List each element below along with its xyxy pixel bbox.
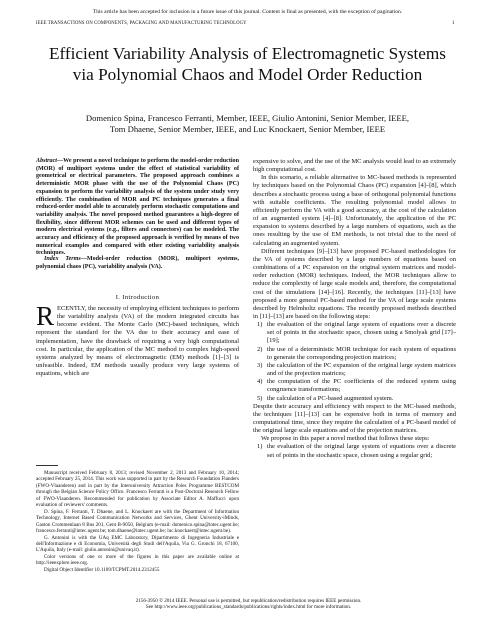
body-paragraph: We propose in this paper a novel method that follows these steps: bbox=[261, 435, 430, 443]
body-paragraph: Different techniques [9]–[13] have proposed PC-based methodologies for the VA of systems described by a large numbers of equations based on combinations of a PC expansion on the original system matrices and model-order reduction (MOR) techniques. Indeed, the MOR techniques allow to reduce the complexity of large scale models and, therefore, the computational cost of the simulations [14]–[16]. Recently, the techniques [11]–[13] have proposed a more general PC-based method for the VA of large scale systems described by Helmholtz equations. The recently proposed methods described in [11]–[13] are based on the following steps: bbox=[253, 247, 456, 320]
acceptance-notice: This article has been accepted for inclusion in a future issue of this journal. Content is final as presented, with the exception of pagination. bbox=[92, 9, 403, 15]
paper-title: Efficient Variability Analysis of Electromagnetic Systems via Polynomial Chaos and Model Order Reduction bbox=[49, 44, 446, 84]
footnote-manuscript: Manuscript received February 8, 2013; revised November 2, 2013 and February 10, 2014; accepted February 25, 2014. This work was supported in part by the Research Foundation Flanders (FWO-Vlaanderen) and in part by the Interuniversity Attraction Poles Programme BESTCOM through the Belgian Science Policy Office. Francesco Ferranti is a Post-Doctoral Research Fellow of FWO-Vlaanderen. Recommended for publication by Associate Editor A. Maffucci upon evaluation of reviewers' comments. bbox=[36, 470, 239, 509]
proposed-steps-list bbox=[253, 443, 456, 459]
index-terms-text: —Model-order reduction (MOR), multiport systems, polynomial chaos (PC), variability analysis (VA). bbox=[36, 256, 240, 270]
list-item: 5) the calculation of a PC-based augmented system. bbox=[257, 394, 394, 402]
abstract-label: Abstract bbox=[36, 158, 57, 164]
introduction-paragraph bbox=[36, 301, 239, 378]
abstract bbox=[36, 158, 239, 258]
footnotes bbox=[36, 470, 239, 573]
page-number: 1 bbox=[452, 21, 455, 26]
footnote-affiliation-laquila: G. Antonini is with the UAq EMC Laboratory, Dipartimento di Ingegneria Industriale e dell'Informazione e di Economia, Università degli Studi dell'Aquila, Via G. Gronchi 18, 67100, L'Aquila, Italy (e-mail: giulio.antonini@univaq.it). bbox=[36, 534, 239, 554]
steps-list bbox=[253, 321, 456, 403]
right-column bbox=[253, 158, 456, 460]
footnote-affiliation-ghent: D. Spina, F. Ferranti, T. Dhaene, and L. Knockaert are with the Department of Information Technology, Internet Based Communication Networks and Services, Ghent University-iMinds, Gaston Crommenlaan 8 Bus 201, Gent B-9050, Belgium (e-mail: domenico.spina@intec.ugent.be; francesco.ferranti@intec.ugent.be; tom.dhaene@intec.ugent.be; luc.knockaert@intec.ugent.be). bbox=[36, 508, 239, 535]
index-terms-label: Index Terms bbox=[44, 256, 81, 262]
footnote-color: Color versions of one or more of the figures in this paper are available online at http://ieeexplore.ieee.org. bbox=[36, 553, 239, 567]
copyright-line-2: See http://www.ieee.org/publications_standards/publications/rights/index.html for more information. bbox=[145, 604, 352, 611]
list-item: 3) the calculation of the PC expansion of the original large system matrices and of the projection matrices; bbox=[257, 361, 456, 378]
drop-cap: R bbox=[36, 301, 55, 331]
copyright-line-1: 2156-3950 © 2014 IEEE. Personal use is permitted, but republication/redistribution requires IEEE permission. bbox=[135, 598, 362, 604]
abstract-text: —We present a novel technique to perform the model-order reduction (MOR) of multiport systems under the effect of statistical variability of geometrical or electrical parameters. The proposed approach combines a deterministic MOR phase with the use of the Polynomial Chaos (PC) expansion to perform the variability analysis of the system under study very efficiently. The combination of MOR and PC techniques generates a final reduced-order model able to accurately perform stochastic computations and variability analysis. The novel proposed method guarantees a high-degree of flexibility, since different MOR schemes can be used and different types of modern electrical systems (e.g., filters and connectors) can be modeled. The accuracy and efficiency of the proposed approach is verified by means of two numerical examples and compared with other existing variability analysis techniques. bbox=[36, 158, 239, 257]
list-item: 2) the use of a deterministic MOR technique for each system of equations to generate the corresponding projection matrices; bbox=[257, 345, 456, 361]
copyright-footer bbox=[36, 598, 461, 611]
body-paragraph: In this scenario, a reliable alternative to MC-based methods is represented by techniques based on the Polynomial Chaos (PC) expansion [4]–[8], which describes a stochastic process using a base of orthogonal polynomial functions with suitable coefficients. The resulting polynomial model allows to efficiently perform the VA with a good accuracy, at the cost of the calculation of an augmented system [4]–[8]. Unfortunately, the application of the PC expansion to systems described by a large numbers of equations, such as the ones resulting by the use of EM methods, is not trivial due to the need of calculating an augmented system. bbox=[253, 174, 456, 247]
index-terms bbox=[36, 256, 239, 271]
list-item: 4) the computation of the PC coefficients of the reduced system using congruence transformations; bbox=[257, 378, 456, 394]
list-item: 1) the evaluation of the original large system of equations over a discrete set of points in the stochastic space, chosen using a regular grid; bbox=[257, 443, 456, 459]
running-head: IEEE TRANSACTIONS ON COMPONENTS, PACKAGING AND MANUFACTURING TECHNOLOGY bbox=[36, 21, 247, 26]
authors-line-2: Tom Dhaene, Senior Member, IEEE, and Luc Knockaert, Senior Member, IEEE bbox=[109, 124, 386, 134]
body-paragraph: expensive to solve, and the use of the MC analysis would lead to an extremely high computational cost. bbox=[253, 158, 456, 174]
author-list bbox=[40, 113, 455, 135]
footnote-doi: Digital Object Identifier 10.1109/TCPMT.2014.2312455 bbox=[44, 566, 160, 573]
intro-first-word: ECENTLY, bbox=[57, 305, 87, 312]
section-heading: I. Introduction bbox=[115, 294, 160, 301]
body-paragraph: Despite their accuracy and efficiency with respect to the MC-based methods, the techniques [11]–[13] can be expensive both in terms of memory and computational time, since they require the calculation of a PC-based model of the original large scale equations and of the projection matrices. bbox=[253, 402, 456, 435]
list-item: 1) the evaluation of the original large system of equations over a discrete set of points in the stochastic space, chosen using a Smolyak grid [17]–[19]; bbox=[257, 321, 456, 345]
intro-text: the necessity of employing efficient techniques to perform the variability analysis (VA) of the modern integrated circuits has become evident. The Monte Carlo (MC)-based techniques, which represent the standard for the VA due to their accuracy and ease of implementation, have the drawback of requiring a very high computational cost. In particular, the application of the MC method to complex high-speed systems analyzed by means of electromagnetic (EM) methods [1]–[3] is unfeasible. Indeed, EM methods usually produce very large systems of equations, which are bbox=[36, 305, 239, 378]
authors-line-1: Domenico Spina, Francesco Ferranti, Member, IEEE, Giulio Antonini, Senior Member, IEEE, bbox=[85, 113, 410, 123]
footnote-rule bbox=[36, 465, 58, 466]
